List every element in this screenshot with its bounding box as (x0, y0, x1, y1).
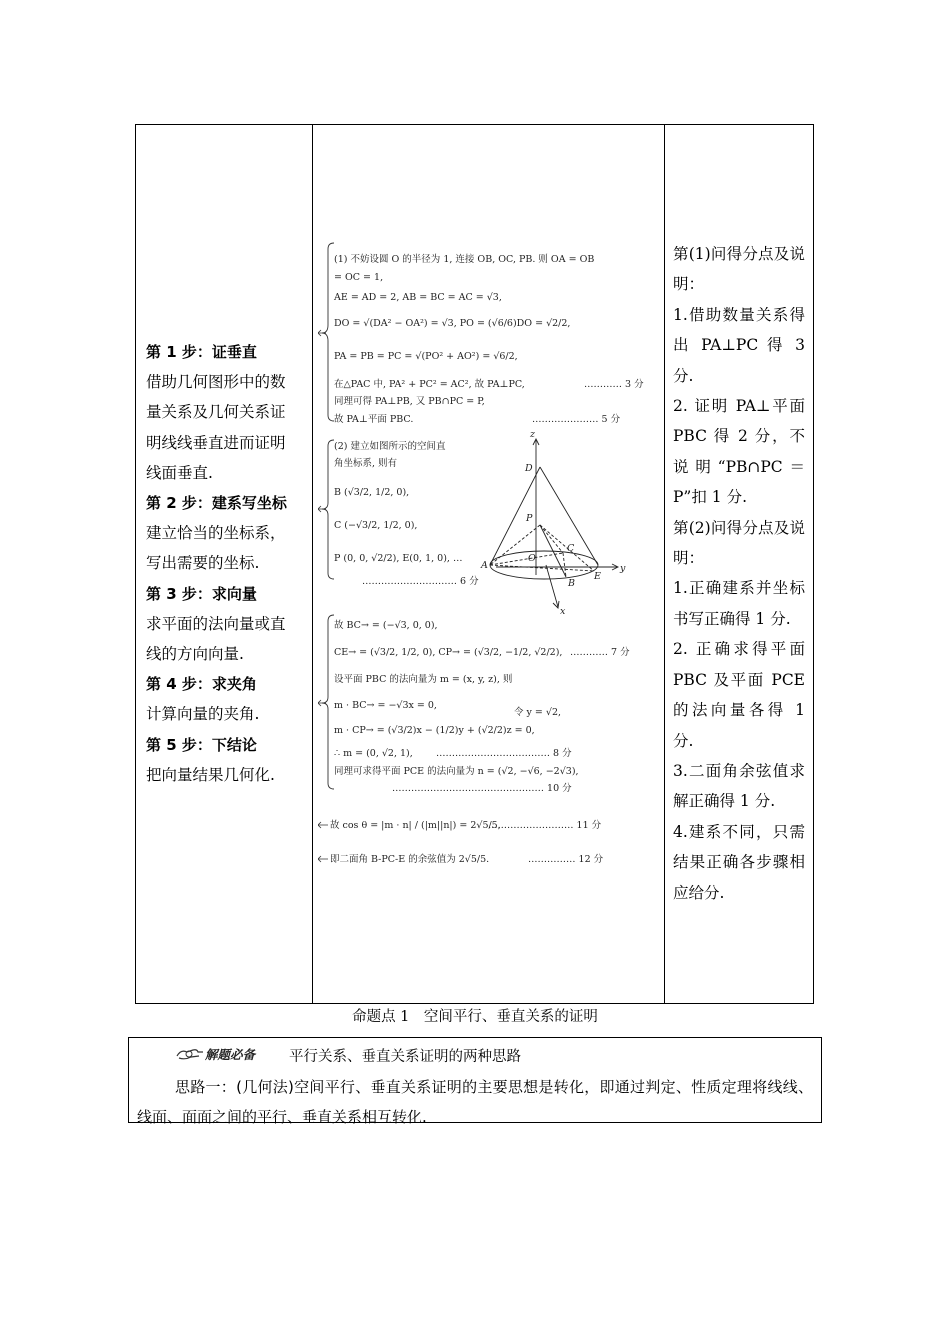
tips-badge (175, 1043, 255, 1065)
label-O: O (528, 553, 536, 564)
label-y: y (620, 563, 626, 574)
seg-AC (490, 553, 563, 565)
sol-line: (2) 建立如图所示的空间直 (334, 441, 446, 452)
tips-body (137, 1072, 813, 1132)
tips-text: 空间平行、垂直关系证明的主要思想是转化，即通过判定、性质定理将线线、线面、面面之间的平行、垂直关系相互转化. (137, 1078, 813, 1126)
label-E: E (594, 571, 601, 582)
note-item: 3.二面角余弦值求解正确得 1 分. (673, 761, 805, 811)
arrow-4 (318, 822, 328, 828)
scoring-notes (673, 239, 805, 908)
arrow-1 (318, 330, 326, 336)
step-desc-line: 求平面的法向量或直 (146, 614, 286, 633)
label-z: z (530, 429, 536, 440)
section-caption: 命题点 1 空间平行、垂直关系的证明 (352, 1009, 598, 1025)
sol-line: 设平面 PBC 的法向量为 m = (x, y, z), 则 (334, 674, 513, 685)
score-mark: ……………………………… 8 分 (436, 748, 572, 759)
sol-line: B (√3/2, 1/2, 0), (334, 487, 410, 498)
cone-diagram (490, 439, 618, 608)
note-item: 1.借助数量关系得出 PA⊥PC 得 3 分. (673, 305, 805, 385)
note-item: 2. 证明 PA⊥平面 PBC 得 2 分，不说明“PB∩PC＝P”扣 1 分. (673, 397, 805, 507)
seg-AE (490, 565, 594, 571)
label-x: x (560, 606, 566, 617)
cone-base (490, 551, 598, 579)
sol-line: DO = √(DA² − OA²) = √3, PO = (√6/6)DO = √2/2, (334, 318, 571, 329)
sol-line: 同理可求得平面 PCE 的法向量为 n = (√2, −√6, −2√3), (334, 766, 579, 777)
sol-line: (1) 不妨设圆 O 的半径为 1, 连接 OB, OC, PB. 则 OA = OB (334, 254, 595, 265)
step-title: 第 2 步：建系写坐标 (146, 494, 287, 513)
tips-box (128, 1037, 822, 1126)
note-item: 4.建系不同，只需结果正确各步骤相应给分. (673, 822, 805, 902)
score-mark: ………………… 5 分 (532, 414, 621, 425)
score-mark: ………………………………………… 10 分 (392, 783, 572, 794)
label-D: D (525, 463, 533, 474)
step-title: 第 5 步：下结论 (146, 735, 257, 754)
score-mark: ………………………… 6 分 (362, 576, 479, 587)
brace-1 (322, 243, 334, 421)
step-desc-line: 写出需要的坐标. (146, 554, 260, 573)
badge-text: 解题必备 (205, 1047, 256, 1062)
note-heading: 第(2)问得分点及说明： (673, 518, 805, 568)
note-heading: 第(1)问得分点及说明： (673, 245, 805, 294)
arrow-2 (318, 506, 326, 512)
score-mark: ……………………… 11 分 (488, 820, 602, 831)
sol-line: 角坐标系, 则有 (334, 458, 398, 469)
label-A: A (481, 560, 488, 571)
step-desc-line: 借助几何图形中的数 (146, 373, 286, 392)
x-arrow (553, 601, 559, 608)
step-desc-line: 计算向量的夹角. (146, 705, 260, 724)
sol-line: 故 BC→ = (−√3, 0, 0), (334, 620, 438, 631)
sol-line: CE→ = (√3/2, 1/2, 0), CP→ = (√3/2, −1/2, √2/2), (334, 647, 563, 658)
brace-3 (322, 615, 334, 789)
sol-line: m · CP→ = (√3/2)x − (1/2)y + (√2/2)z = 0, (334, 725, 535, 736)
solution-column (312, 125, 665, 1003)
brace-2 (322, 440, 334, 579)
sol-line: 故 PA⊥平面 PBC. (334, 414, 414, 425)
sol-line: = OC = 1, (334, 272, 384, 283)
step-desc-line: 把向量结果几何化. (146, 765, 275, 784)
score-mark: ………… 7 分 (570, 647, 630, 658)
label-C: C (567, 543, 575, 554)
cone-side-left (490, 467, 540, 565)
step-title: 第 4 步：求夹角 (146, 675, 257, 694)
label-P: P (526, 513, 533, 524)
steps-column (136, 125, 313, 1003)
label-B: B (568, 578, 575, 589)
sol-line: P (0, 0, √2/2), E(0, 1, 0), … (334, 553, 463, 564)
solution-table (135, 124, 814, 1004)
steps-list (146, 337, 304, 790)
arrow-5 (318, 856, 328, 862)
scoring-column (664, 125, 813, 1003)
sol-line: 故 cos θ = |m · n| / (|m||n|) = 2√5/5, (330, 820, 501, 831)
sol-line: 令 y = √2, (514, 707, 562, 718)
score-mark: ………… 3 分 (584, 379, 644, 390)
sol-line: 即二面角 B-PC-E 的余弦值为 2√5/5. (330, 854, 490, 865)
sol-line: PA = PB = PC = √(PO² + AO²) = √6/2, (334, 351, 518, 362)
sol-line: 在△PAC 中, PA² + PC² = AC², 故 PA⊥PC, (334, 379, 525, 390)
sol-line: C (−√3/2, 1/2, 0), (334, 520, 418, 531)
sol-line: m · BC→ = −√3x = 0, (334, 700, 437, 711)
step-title: 第 1 步：证垂直 (146, 343, 257, 361)
tips-title: 平行关系、垂直关系证明的两种思路 (289, 1049, 521, 1065)
tips-lead: 思路一：(几何法) (175, 1078, 294, 1096)
arrow-3 (318, 700, 326, 706)
step-desc-line: 量关系及几何关系证 (146, 403, 286, 422)
sol-line: 同理可得 PA⊥PB, 又 PB∩PC = P, (334, 396, 485, 407)
step-desc-line: 线的方向向量. (146, 645, 244, 664)
sol-line: ∴ m = (0, √2, 1), (334, 748, 413, 759)
note-item: 2. 正确求得平面 PBC 及平面 PCE 的法向量各得 1 分. (673, 640, 805, 750)
step-title: 第 3 步：求向量 (146, 584, 257, 603)
step-desc-line: 建立恰当的坐标系， (146, 524, 286, 543)
solution-figure (318, 235, 658, 895)
sol-line: AE = AD = 2, AB = BC = AC = √3, (334, 292, 502, 303)
step-desc-line: 明线线垂直进而证明 (146, 433, 286, 452)
x-axis (546, 565, 558, 607)
note-item: 1.正确建系并坐标书写正确得 1 分. (673, 579, 805, 628)
step-desc-line: 线面垂直. (146, 463, 213, 482)
score-mark: …………… 12 分 (528, 854, 604, 865)
hands-icon (175, 1046, 205, 1062)
